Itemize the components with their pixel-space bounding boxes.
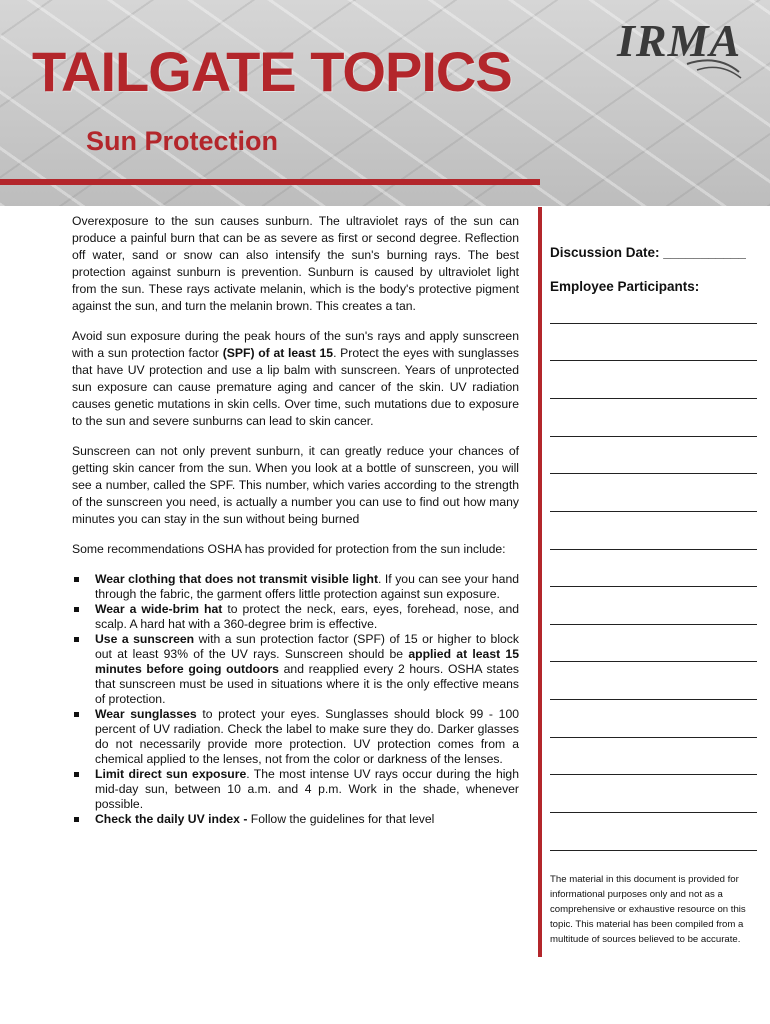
- participant-line[interactable]: [550, 586, 757, 587]
- paragraph-osha-intro: Some recommendations OSHA has provided for protection from the sun include:: [72, 542, 506, 556]
- bullet-square-icon: [74, 577, 79, 582]
- paragraph-sunscreen: Sunscreen can not only prevent sunburn, it can greatly reduce your chances of getting skin cancer from the sun. When you look at a bottle of sunscreen, you will see a number, called the SPF. This number, which varies according to the strength of the sunscreen you need, is actually a number you can use to find out how many minutes you can stay in the sun without being burned: [72, 444, 519, 526]
- bold-run: Check the daily UV index -: [95, 812, 248, 826]
- text-run: to protect your eyes. Sunglasses should block 99 - 100 percent of UV radiation. Check the label to make sure they do. Darker glasses do not necessarily provide more protection. UV protection comes from a chemical applied to the lenses, not from the color or darkness of the lenses.: [95, 707, 519, 766]
- list-item: [72, 767, 519, 812]
- header-divider: [0, 179, 540, 185]
- page-subtitle: Sun Protection: [86, 126, 279, 156]
- list-item: [72, 572, 519, 602]
- paragraph-avoid-exposure: [72, 328, 519, 430]
- text-run: . If you can see your hand through the fabric, the garment offers little protection against sun exposure.: [95, 572, 519, 601]
- bullet-square-icon: [74, 607, 79, 612]
- bold-run: Limit direct sun exposure: [95, 767, 247, 781]
- participant-line[interactable]: [550, 737, 757, 738]
- list-item: [72, 707, 519, 767]
- bold-run: Wear clothing that does not transmit visible light: [95, 572, 379, 586]
- list-item: [72, 812, 519, 827]
- bold-run: Wear a wide-brim hat: [95, 602, 223, 616]
- text-run: . Protect the eyes with sunglasses that have UV protection and use a lip balm with sunscreen. Years of unprotected sun exposure can cause premature aging and cancer of the skin. UV radiation causes genetic mutations in skin cells. Over time, such mutations due to exposure to the sun and severe sunburns can lead to skin cancer.: [72, 346, 519, 428]
- bold-run: (SPF) of at least 15: [222, 346, 334, 360]
- logo-swoosh-icon: [617, 14, 747, 84]
- bullet-square-icon: [74, 712, 79, 717]
- text-run: Avoid sun exposure during the peak hours of the sun's rays and apply sunscreen with a sun protection factor: [72, 329, 519, 360]
- participant-line[interactable]: [550, 436, 757, 437]
- discussion-date-label: Discussion Date: ___________: [550, 245, 746, 260]
- participant-line[interactable]: [550, 774, 757, 775]
- bullet-square-icon: [74, 772, 79, 777]
- text-run: to protect the neck, ears, eyes, forehead, nose, and scalp. A hard hat with a 360-degree brim is effective.: [95, 602, 520, 631]
- text-run: . The most intense UV rays occur during the high mid-day sun, between 10 a.m. and 4 p.m. Work in the shade, whenever possible.: [95, 767, 519, 811]
- participant-line[interactable]: [550, 473, 757, 474]
- recommendations-list: [72, 572, 519, 827]
- list-item: [72, 632, 519, 707]
- main-content: [72, 213, 519, 827]
- sidebar-divider: [538, 207, 542, 957]
- text-run: and reapplied every 2 hours. OSHA states that sunscreen must be used in situations where it is the only effective means of protection.: [95, 662, 519, 706]
- participant-line[interactable]: [550, 323, 757, 324]
- irma-logo: [617, 14, 747, 84]
- bold-run: Use a sunscreen: [95, 632, 195, 646]
- bullet-square-icon: [74, 637, 79, 642]
- employee-participants-label: Employee Participants:: [550, 279, 700, 294]
- text-run: with a sun protection factor (SPF) of 15 or higher to block out at least 93% of the UV rays. Sunscreen should be: [95, 632, 519, 661]
- participant-line[interactable]: [550, 398, 757, 399]
- bold-run: applied at least 15 minutes before going outdoors: [95, 647, 519, 676]
- paragraph-overexposure: Overexposure to the sun causes sunburn. The ultraviolet rays of the sun can produce a painful burn that can be as severe as first or second degree. Reflection off water, sand or snow can also intensify the sun's burning rays. The best protection against sunburn is prevention. Sunburn is caused by ultraviolet light from the sun. These rays activate melanin, which is the body's protective pigment against the sun, and turn the melanin brown. This creates a tan.: [72, 214, 519, 313]
- participant-line[interactable]: [550, 699, 757, 700]
- list-item: [72, 602, 519, 632]
- participant-line[interactable]: [550, 661, 757, 662]
- logo-text: IRMA: [617, 15, 742, 66]
- participant-line[interactable]: [550, 549, 757, 550]
- participant-line[interactable]: [550, 511, 757, 512]
- participant-line[interactable]: [550, 624, 757, 625]
- participant-line[interactable]: [550, 850, 757, 851]
- text-run: Follow the guidelines for that level: [247, 812, 435, 826]
- bold-run: Wear sunglasses: [95, 707, 197, 721]
- page-title: TAILGATE TOPICS: [32, 40, 512, 103]
- participant-line[interactable]: [550, 812, 757, 813]
- header-banner: [0, 0, 770, 206]
- bullet-square-icon: [74, 817, 79, 822]
- participant-line[interactable]: [550, 360, 757, 361]
- disclaimer-note: The material in this document is provided for informational purposes only and not as a comprehensive or exhaustive resource on this topic. This material has been compiled from a multitude of sources believed to be accurate.: [550, 874, 746, 945]
